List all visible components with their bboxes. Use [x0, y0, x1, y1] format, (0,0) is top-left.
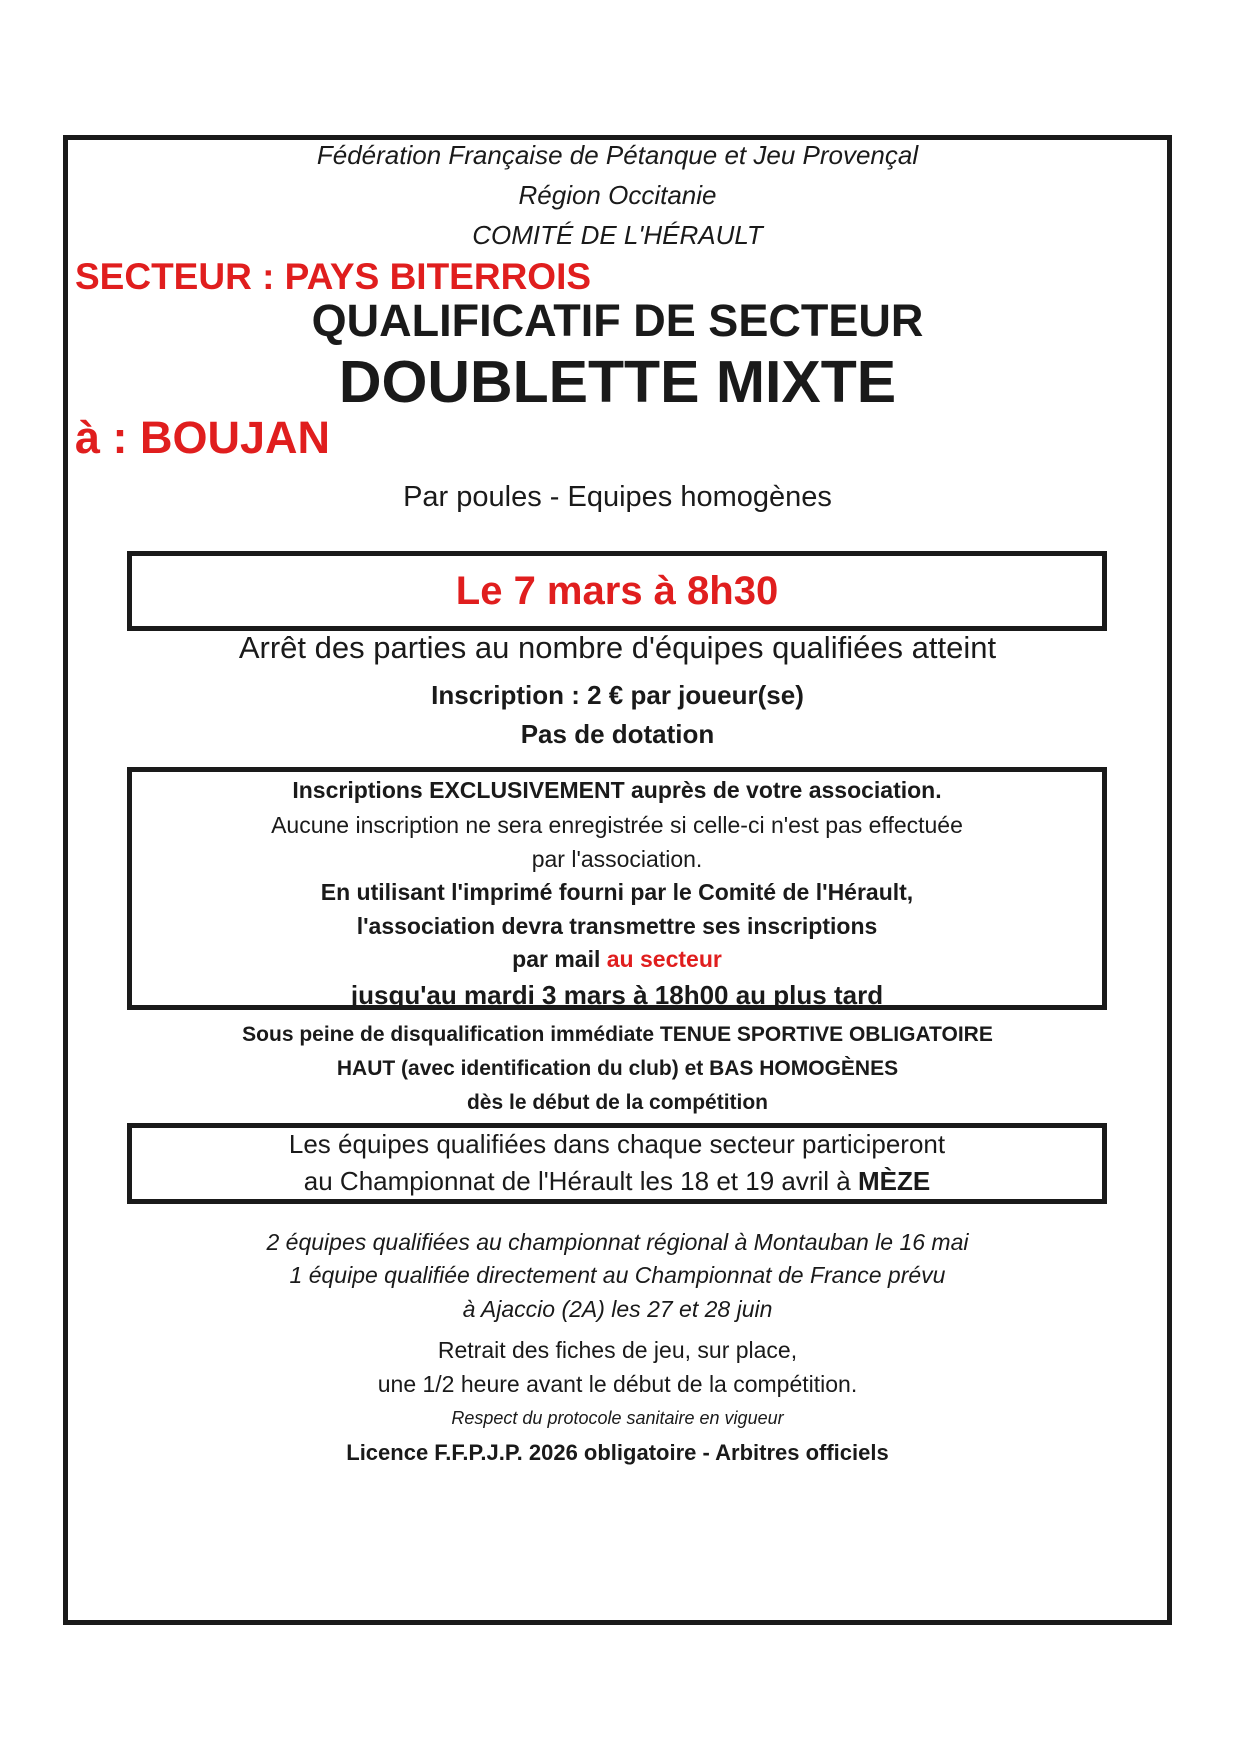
date-time: Le 7 mars à 8h30: [455, 569, 779, 613]
registration-line-3: par l'association.: [531, 846, 703, 872]
registration-box: [127, 767, 1107, 1010]
sanitary-note: Respect du protocole sanitaire en vigueur: [451, 1408, 784, 1428]
dress-code-line-1: Sous peine de disqualification immédiate TENUE SPORTIVE OBLIGATOIRE: [242, 1023, 993, 1046]
qualification-line-1: Les équipes qualifiées dans chaque secteur participeront: [288, 1129, 946, 1159]
federation-name: Fédération Française de Pétanque et Jeu Provençal: [316, 140, 919, 170]
title-doublette-mixte: DOUBLETTE MIXTE: [338, 349, 897, 415]
registration-line-5: l'association devra transmettre ses inscriptions: [356, 913, 878, 939]
license-footer: Licence F.F.P.J.P. 2026 obligatoire - Arbitres officiels: [346, 1440, 889, 1465]
qualification-line-2: [132, 1166, 1102, 1197]
dress-code-line-3: dès le début de la compétition: [466, 1091, 769, 1114]
location-label: à : BOUJAN: [75, 412, 331, 463]
game-sheets-line-2: une 1/2 heure avant le début de la compétition.: [377, 1371, 858, 1397]
sector-label: SECTEUR : PAYS BITERROIS: [75, 256, 592, 297]
registration-line-6-text: par mail: [512, 946, 607, 972]
region-name: Région Occitanie: [518, 180, 717, 210]
qualification-venue: MÈZE: [857, 1166, 931, 1196]
date-box: [127, 551, 1107, 631]
game-sheets-line-1: Retrait des fiches de jeu, sur place,: [437, 1337, 798, 1363]
registration-line-6: [132, 946, 1102, 973]
poster-frame: [63, 135, 1172, 1625]
title-qualificatif: QUALIFICATIF DE SECTEUR: [311, 295, 924, 346]
registration-deadline: jusqu'au mardi 3 mars à 18h00 au plus tard: [350, 980, 884, 1010]
dress-code-line-2: HAUT (avec identification du club) et BAS HOMOGÈNES: [336, 1057, 899, 1080]
registration-line-1: Inscriptions EXCLUSIVEMENT auprès de votre association.: [292, 777, 942, 803]
competition-format: Par poules - Equipes homogènes: [403, 481, 832, 513]
registration-line-2: Aucune inscription ne sera enregistrée si celle-ci n'est pas effectuée: [271, 812, 963, 838]
stop-rule: Arrêt des parties au nombre d'équipes qualifiées atteint: [238, 630, 997, 665]
further-line-2: 1 équipe qualifiée directement au Championnat de France prévu: [289, 1262, 946, 1288]
registration-line-6-highlight: au secteur: [606, 946, 722, 972]
registration-fee: Inscription : 2 € par joueur(se): [431, 680, 804, 710]
further-line-1: 2 équipes qualifiées au championnat régional à Montauban le 16 mai: [266, 1229, 969, 1255]
qualification-box: [127, 1123, 1107, 1204]
qualification-line-2-text: au Championnat de l'Hérault les 18 et 19 avril à: [303, 1166, 858, 1196]
prize-info: Pas de dotation: [520, 719, 715, 749]
registration-line-4: En utilisant l'imprimé fourni par le Comité de l'Hérault,: [320, 879, 914, 905]
committee-name: COMITÉ DE L'HÉRAULT: [472, 220, 763, 250]
further-line-3: à Ajaccio (2A) les 27 et 28 juin: [462, 1296, 773, 1322]
